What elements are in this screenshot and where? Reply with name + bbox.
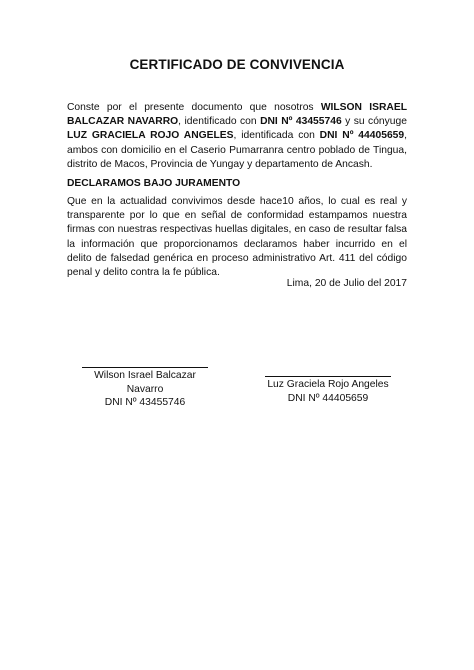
- statement-text: , identificado con: [178, 116, 261, 128]
- wife-name: LUZ GRACIELA ROJO ANGELES: [67, 130, 234, 142]
- declaration-heading: DECLARAMOS BAJO JURAMENTO: [67, 178, 241, 189]
- document-date: Lima, 20 de Julio del 2017: [286, 278, 407, 289]
- signature-name: Luz Graciela Rojo Angeles: [267, 379, 389, 390]
- statement-paragraph: [67, 101, 407, 172]
- statement-text: , identificada con: [233, 130, 320, 142]
- wife-dni: DNI Nº 44405659: [319, 130, 405, 142]
- signature-line: [265, 376, 391, 377]
- signature-dni: DNI Nº 44405659: [287, 392, 369, 404]
- signature-dni: DNI Nº 43455746: [104, 397, 186, 408]
- statement-text: , ambos con domicilio en el Caserio Pumarranra centro poblado de Tingua, distrito de Macos, Provincia de Yungay y departamento de Ancash.: [67, 130, 407, 170]
- signature-name: Wilson Israel Balcazar Navarro: [94, 370, 196, 395]
- husband-name: WILSON ISRAEL BALCAZAR NAVARRO: [67, 102, 407, 128]
- document-title: CERTIFICADO DE CONVIVENCIA: [129, 57, 345, 72]
- signature-block-wife: [265, 376, 391, 405]
- husband-dni: DNI Nº 43455746: [260, 116, 342, 128]
- statement-text: Conste por el presente documento que nosotros: [67, 102, 321, 113]
- statement-text: y su cónyuge: [341, 116, 407, 128]
- signature-line: [82, 367, 208, 368]
- signature-block-husband: [82, 367, 208, 410]
- declaration-paragraph: Que en la actualidad convivimos desde hace10 años, lo cual es real y transparente por lo que en señal de conformidad estampamos nuestra firmas con nuestras respectivas huellas digitales, en caso de resultar falsa la información que proporcionamos declaramos haber incurrido en el delito de falsedad genérica en proceso administrativo Art. 411 del código penal y delito contra la fe pública.: [67, 196, 407, 279]
